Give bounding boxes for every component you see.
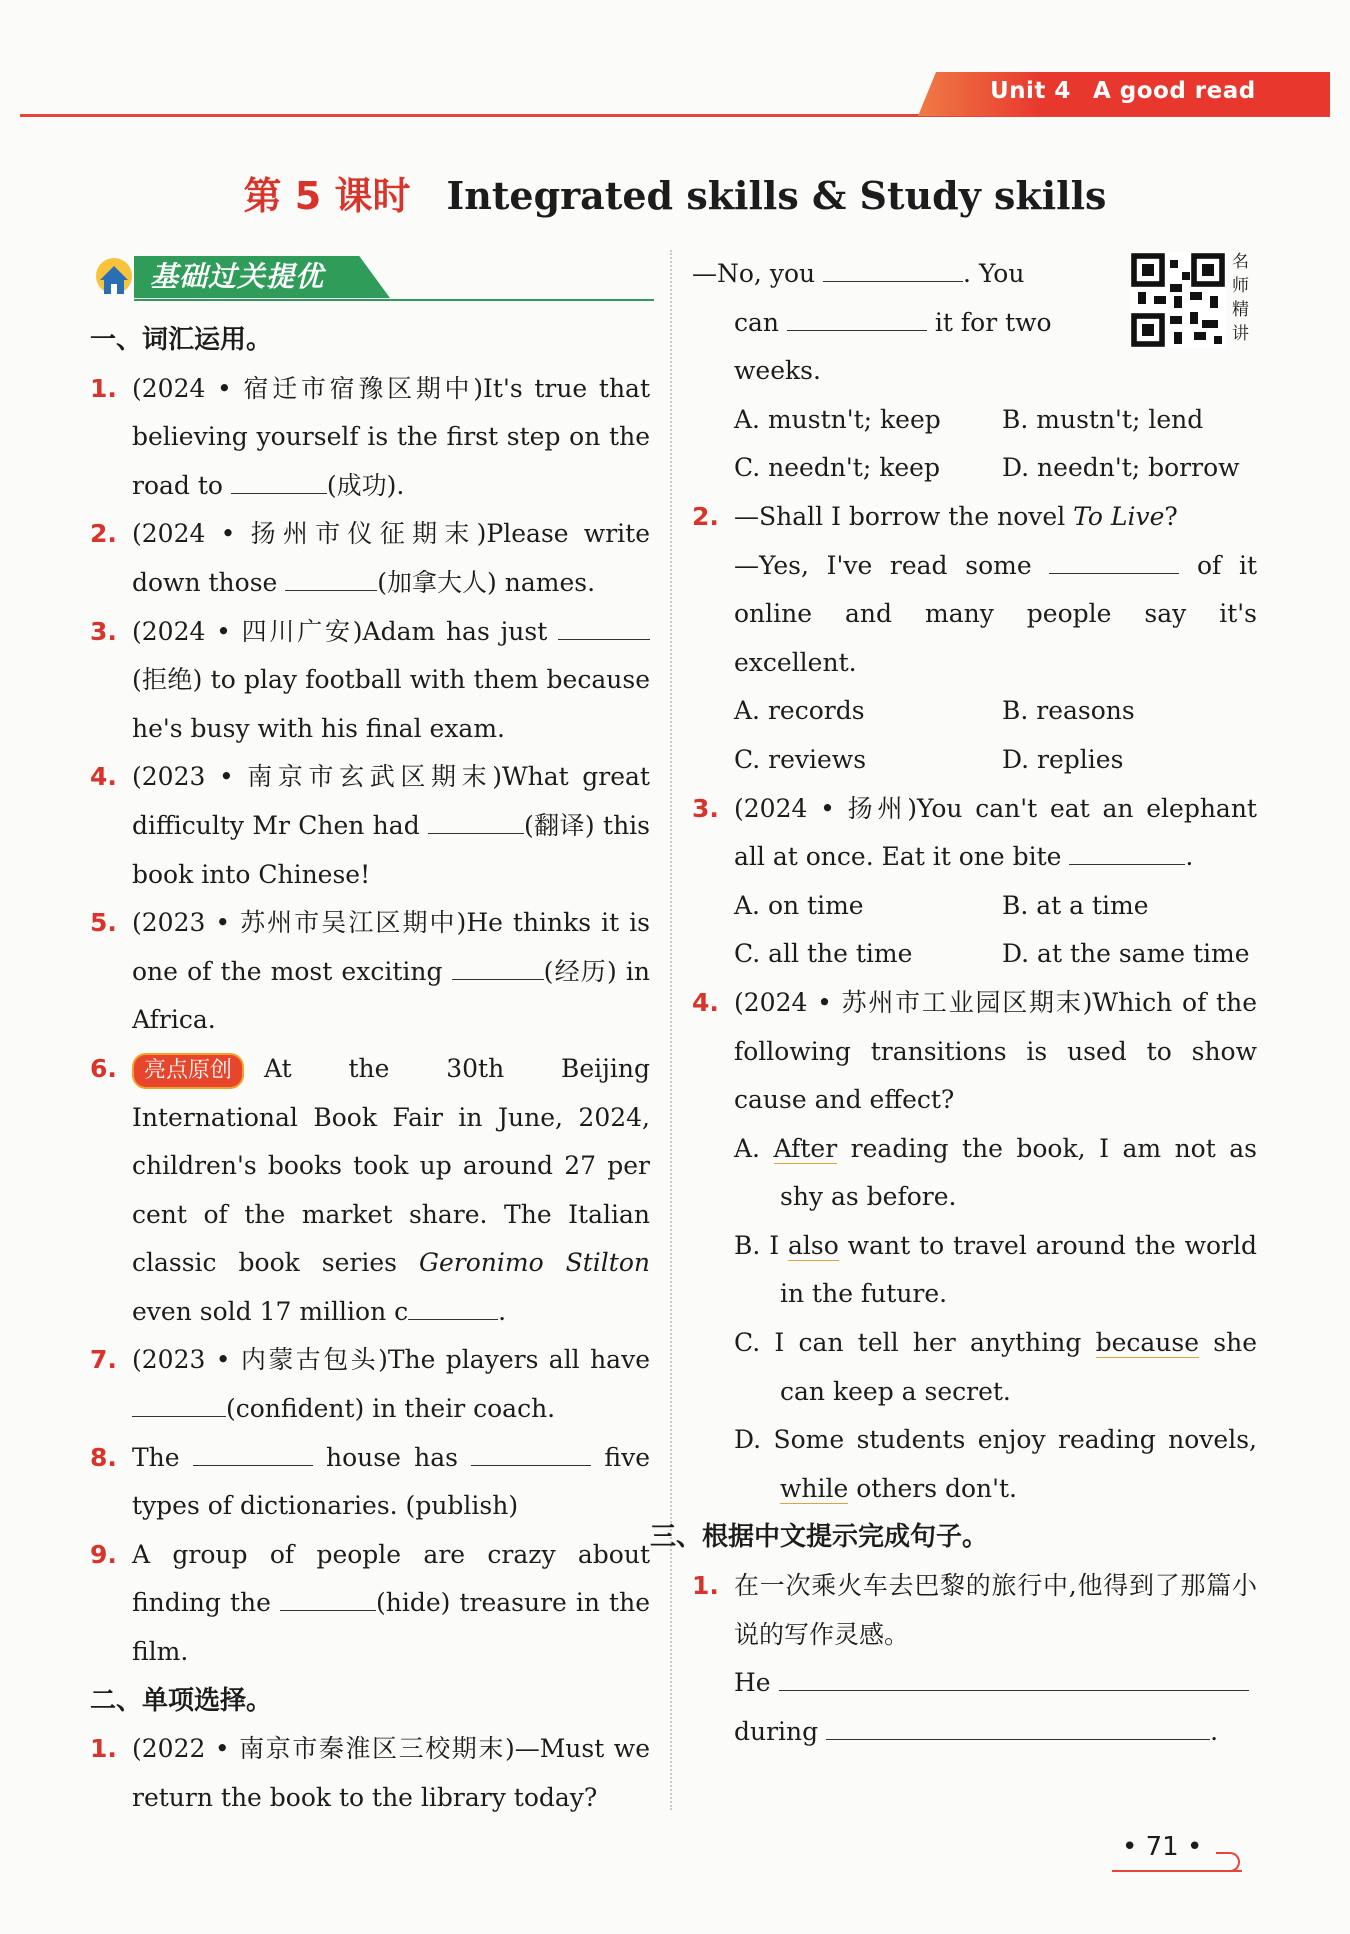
right-column: —No, you . You can it for two weeks. A. mustn't; keep B. mustn't; lend C. needn't; keep D. needn't; borrow 2. —Shall I borrow the novel To Live? —Yes, I've read some of it online and many people say it's excellent. A. records B. reasons C. reviews D. replies 3. (2024 • 扬州)You can't eat an elephant all at once. Eat it one bite . A. on time B. at a time C. all the time D. at the same time 4. (2024 • 苏州市工业园区期末)Which of the following transitions is used to show cause and effect? A. After reading the book, I am not as shy as before. B. I also want to travel around the world in the future. C. I can tell her anything because she can keep a secret. D. Some students enjoy reading novels, while others don't. 三、根据中文提示完成句子。 1. 在一次乘火车去巴黎的旅行中,他得到了那篇小说的写作灵感。 He during . <box>692 250 1257 1756</box>
answer-blank[interactable] <box>408 1293 498 1320</box>
answer-blank[interactable] <box>787 304 927 331</box>
unit-label: Unit 4 <box>990 78 1071 104</box>
option-c[interactable]: C. reviews <box>734 744 867 774</box>
banner-rule <box>134 299 654 301</box>
choice-item-4: 4. (2024 • 苏州市工业园区期末)Which of the following transitions is used to show cause and effect? <box>692 987 1257 1115</box>
answer-blank[interactable] <box>452 953 544 980</box>
option-b[interactable]: B. mustn't; lend <box>1002 404 1204 434</box>
unit-header <box>990 78 1278 104</box>
option-a[interactable]: A. records <box>734 696 865 726</box>
vocab-item-3: 3. (2024 • 四川广安)Adam has just (拒绝) to play football with them because he's busy with his final exam. <box>90 608 650 754</box>
choice-item-3: 3. (2024 • 扬州)You can't eat an elephant all at once. Eat it one bite . <box>692 793 1257 872</box>
banner-title: 基础过关提优 <box>150 260 325 293</box>
vocab-item-5: 5. (2023 • 苏州市吴江区期中)He thinks it is one of the most exciting (经历) in Africa. <box>90 908 650 1035</box>
option-c[interactable]: C. all the time <box>734 939 913 969</box>
vocab-item-9: 9. A group of people are crazy about finding the (hide) treasure in the film. <box>90 1539 650 1667</box>
option-a[interactable]: A. on time <box>734 890 864 920</box>
option-a[interactable]: A. mustn't; keep <box>734 404 941 434</box>
lesson-title <box>0 165 1350 220</box>
lesson-name: Integrated skills & Study skills <box>446 173 1107 218</box>
vocab-item-2: 2. (2024 • 扬州市仪征期末)Please write down those (加拿大人) names. <box>90 519 650 597</box>
answer-line[interactable] <box>826 1713 1210 1740</box>
page-arrow-icon <box>1216 1852 1240 1872</box>
vocab-item-8: 8. The house has five types of dictionaries. (publish) <box>90 1434 650 1531</box>
vocab-item-7: 7. (2023 • 内蒙古包头)The players all have (confident) in their coach. <box>90 1345 650 1424</box>
answer-blank[interactable] <box>280 1584 376 1611</box>
answer-blank[interactable] <box>132 1390 226 1417</box>
option-a[interactable]: A. After reading the book, I am not as shy as before. <box>734 1133 1258 1212</box>
option-b[interactable]: B. I also want to travel around the world in the future. <box>734 1230 1257 1309</box>
lesson-number: 第 5 课时 <box>243 174 411 218</box>
answer-line[interactable] <box>779 1664 1249 1691</box>
answer-blank[interactable] <box>285 564 377 591</box>
answer-blank[interactable] <box>558 613 650 640</box>
answer-blank[interactable] <box>231 467 327 494</box>
option-d[interactable]: D. at the same time <box>1002 939 1250 969</box>
vocab-item-6: 6. 亮点原创 At the 30th Beijing International Book Fair in June, 2024, children's books took up around 27 per cent of the market share. The Italian classic book series Geronimo Stilton even sold 17 million c . <box>90 1053 650 1326</box>
vocab-item-1: 1. (2024 • 宿迁市宿豫区期中)It's true that believing yourself is the first step on the road to (成功). <box>90 373 650 500</box>
choice-item-1-stem: 1. (2022 • 南京市秦淮区三校期末)—Must we return the book to the library today? <box>90 1734 650 1812</box>
highlight-badge: 亮点原创 <box>132 1053 244 1089</box>
page-number: • 71 • <box>1122 1832 1203 1862</box>
qr-caption: 名师精讲 <box>1232 252 1249 344</box>
sun-house-icon <box>90 250 138 302</box>
option-b[interactable]: B. at a time <box>1002 890 1149 920</box>
part2-heading: 二、单项选择。 <box>90 1685 273 1716</box>
answer-blank[interactable] <box>1049 547 1179 574</box>
unit-title: A good read <box>1092 78 1256 104</box>
section-banner <box>90 250 650 308</box>
answer-blank[interactable] <box>471 1439 591 1466</box>
option-d[interactable]: D. replies <box>1002 744 1124 774</box>
option-c[interactable]: C. needn't; keep <box>734 453 940 483</box>
option-d[interactable]: D. Some students enjoy reading novels, while others don't. <box>734 1425 1257 1503</box>
answer-blank[interactable] <box>1069 838 1185 865</box>
answer-blank[interactable] <box>823 255 963 282</box>
vocab-item-4: 4. (2023 • 南京市玄武区期末)What great difficulty Mr Chen had (翻译) this book into Chinese! <box>90 762 650 889</box>
answer-blank[interactable] <box>193 1439 313 1466</box>
option-c[interactable]: C. I can tell her anything because she can keep a secret. <box>734 1328 1257 1406</box>
answer-blank[interactable] <box>428 807 524 834</box>
column-divider <box>670 250 672 1810</box>
choice-1-options-ab <box>692 396 1257 445</box>
choice-item-1-reply: —No, you . You <box>650 250 1257 299</box>
option-b[interactable]: B. reasons <box>1002 696 1135 726</box>
part3-heading: 三、根据中文提示完成句子。 <box>650 1522 989 1553</box>
choice-item-2: 2. —Shall I borrow the novel To Live? —Yes, I've read some of it online and many people say it's excellent. <box>692 501 1257 677</box>
translation-item-1: 1. 在一次乘火车去巴黎的旅行中,他得到了那篇小说的写作灵感。 <box>692 1571 1257 1649</box>
choice-1-options-cd <box>692 444 1257 493</box>
option-d[interactable]: D. needn't; borrow <box>1002 453 1240 483</box>
part1-heading: 一、词汇运用。 <box>90 325 273 355</box>
left-column <box>90 250 650 1822</box>
